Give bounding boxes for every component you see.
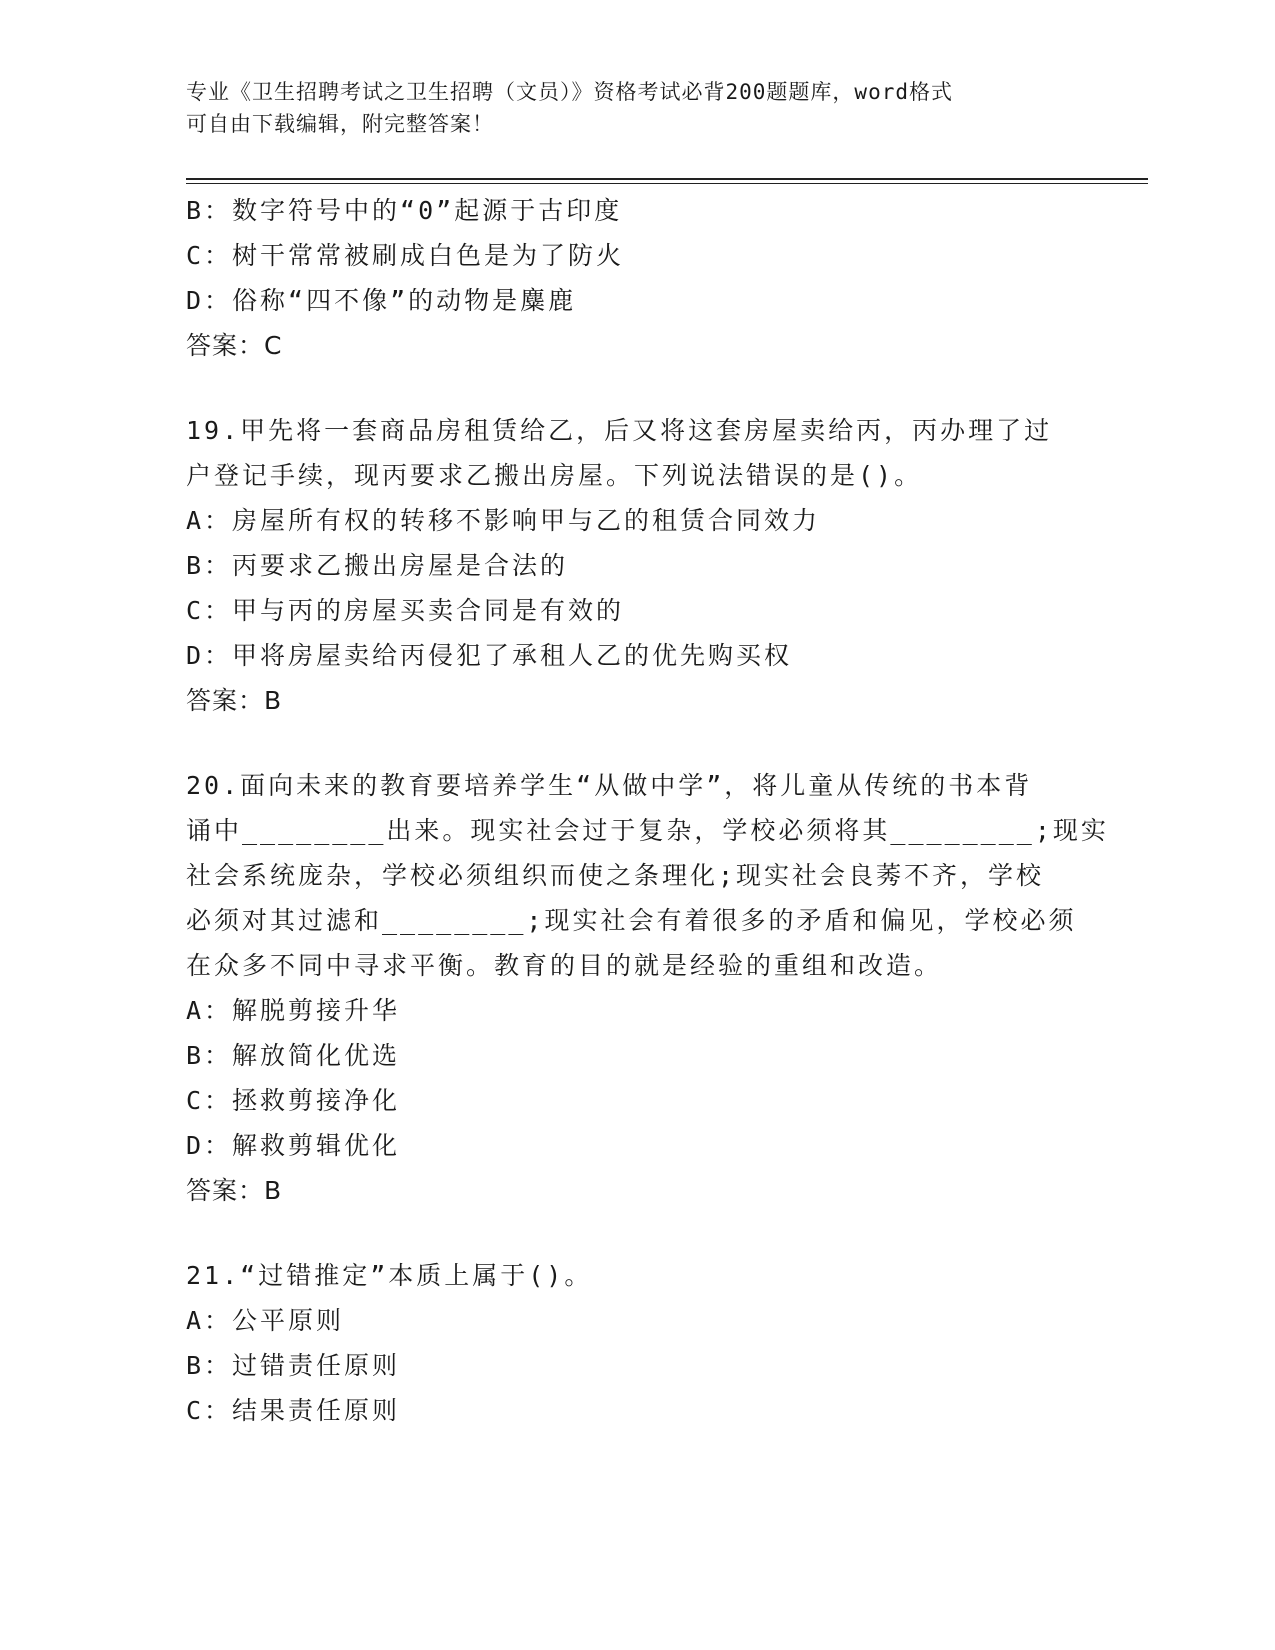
answer-label: 答案：B	[186, 686, 283, 715]
page-header	[186, 76, 1066, 140]
option-d: D：解救剪辑优化	[186, 1131, 401, 1160]
question-stem-line: 在众多不同中寻求平衡。教育的目的就是经验的重组和改造。	[186, 951, 943, 980]
option-d: D：甲将房屋卖给丙侵犯了承租人乙的优先购买权	[186, 641, 793, 670]
option-c: C：拯救剪接净化	[186, 1086, 401, 1115]
question-19	[186, 408, 1086, 723]
question-stem-line: 必须对其过滤和________;现实社会有着很多的矛盾和偏见，学校必须	[186, 906, 1077, 935]
question-stem-line: 20.面向未来的教育要培养学生“从做中学”，将儿童从传统的书本背	[186, 771, 1033, 800]
option-b: B：丙要求乙搬出房屋是合法的	[186, 551, 569, 580]
option-c: C：甲与丙的房屋买卖合同是有效的	[186, 596, 625, 625]
question-stem-line: 19.甲先将一套商品房租赁给乙，后又将这套房屋卖给丙，丙办理了过	[186, 416, 1053, 445]
answer-label: 答案：C	[186, 331, 283, 360]
option-d: D：俗称“四不像”的动物是麋鹿	[186, 286, 577, 315]
header-rule-thin	[186, 183, 1148, 184]
question-18-tail	[186, 188, 1086, 368]
question-stem-line: 户登记手续，现丙要求乙搬出房屋。下列说法错误的是()。	[186, 461, 923, 490]
question-content	[186, 188, 1109, 1433]
option-a: A：公平原则	[186, 1306, 345, 1335]
question-21	[186, 1253, 1086, 1433]
header-line-1: 专业《卫生招聘考试之卫生招聘（文员）》资格考试必背200题题库，word格式	[186, 80, 953, 104]
answer-label: 答案：B	[186, 1176, 283, 1205]
question-20	[186, 763, 1109, 1213]
option-c: C：结果责任原则	[186, 1396, 401, 1425]
option-a: A：解脱剪接升华	[186, 996, 401, 1025]
question-stem-line: 社会系统庞杂，学校必须组织而使之条理化;现实社会良莠不齐，学校	[186, 861, 1045, 890]
option-b: B：数字符号中的“0”起源于古印度	[186, 196, 623, 225]
option-b: B：解放简化优选	[186, 1041, 401, 1070]
option-c: C：树干常常被刷成白色是为了防火	[186, 241, 625, 270]
header-rule-thick	[186, 178, 1148, 180]
option-a: A：房屋所有权的转移不影响甲与乙的租赁合同效力	[186, 506, 821, 535]
option-b: B：过错责任原则	[186, 1351, 401, 1380]
question-stem-line: 21.“过错推定”本质上属于()。	[186, 1261, 593, 1290]
header-line-2: 可自由下载编辑，附完整答案！	[186, 112, 494, 136]
question-stem-line: 诵中________出来。现实社会过于复杂，学校必须将其________;现实	[186, 816, 1109, 845]
